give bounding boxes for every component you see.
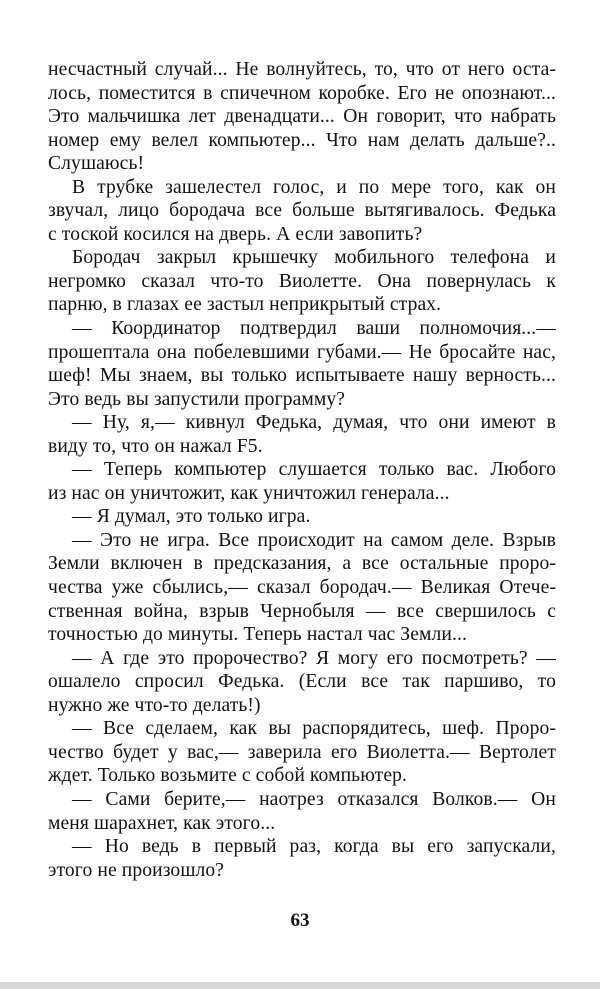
text-line: меня шарахнет, как этого... [48,812,276,834]
bottom-edge-divider [0,982,600,989]
text-line: нужно же что-то делать!) [48,694,261,716]
text-line: ждет. Только возьмите с собой компьютер. [48,765,408,787]
text-line: прошептала она побелевшими губами.— Не бросайте нас, [48,341,556,363]
page-number: 63 [290,910,310,931]
text-line: несчастный случай... Не волнуйтесь, то, что от него оста- [48,59,556,80]
text-line: ошалело спросил Федька. (Если все так паршиво, то [48,671,556,693]
book-page-text [48,58,556,882]
text-line: Бородач закрыл крышечку мобильного телефона и [72,247,556,269]
text-line: — Теперь компьютер слушается только вас. Любого [72,459,556,481]
text-line: — Это не игра. Все происходит на самом деле. Взрыв [72,529,556,551]
text-line: с тоской косился на дверь. А если завопить? [48,223,423,245]
text-line: номер ему велел компьютер... Что нам делать дальше?.. [48,129,556,151]
text-line: — Координатор подтвердил ваши полномочия...— [72,318,556,340]
text-line: — Ну, я,— кивнул Федька, думая, что они имеют в [72,412,556,434]
text-line: — Сами берите,— наотрез отказался Волков.— Он [72,788,556,810]
text-line: из нас он уничтожит, как уничтожил генерала... [48,482,450,504]
text-line: парню, в глазах ее застыл неприкрытый страх. [48,294,442,316]
text-line: Земли включен в предсказания, а все остальные проро- [48,553,556,575]
text-line: Это ведь вы запустили программу? [48,388,346,410]
text-line: точностью до минуты. Теперь настал час Земли... [48,624,467,646]
text-line: лось, поместится в спичечном коробке. Его не опознают... [48,82,556,104]
text-line: виду то, что он нажал F5. [48,435,263,457]
text-line: звучал, лицо бородача все больше вытягивалось. Федька [48,200,556,222]
text-line: — А где это пророчество? Я могу его посмотреть? — [72,647,556,669]
text-line: В трубке зашелестел голос, и по мере того, как он [72,176,556,198]
text-line: — Но ведь в первый раз, когда вы его запускали, [72,836,556,858]
text-line: шеф! Мы знаем, вы только испытываете нашу верность... [48,365,556,387]
text-line: Это мальчишка лет двенадцати... Он говорит, что набрать [48,106,556,128]
text-line: ственная война, взрыв Чернобыля — все свершилось с [48,600,556,622]
text-line: чества уже сбылись,— сказал бородач.— Великая Отече- [48,577,556,599]
text-line: — Я думал, это только игра. [72,506,311,528]
text-line: — Все сделаем, как вы распорядитесь, шеф. Проро- [72,718,556,740]
text-line: Слушаюсь! [48,153,145,175]
text-line: негромко сказал что-то Виолетте. Она повернулась к [48,270,556,292]
text-line: чество будет у вас,— заверила его Виолетта.— Вертолет [48,741,556,763]
text-line: этого не произошло? [48,859,225,881]
